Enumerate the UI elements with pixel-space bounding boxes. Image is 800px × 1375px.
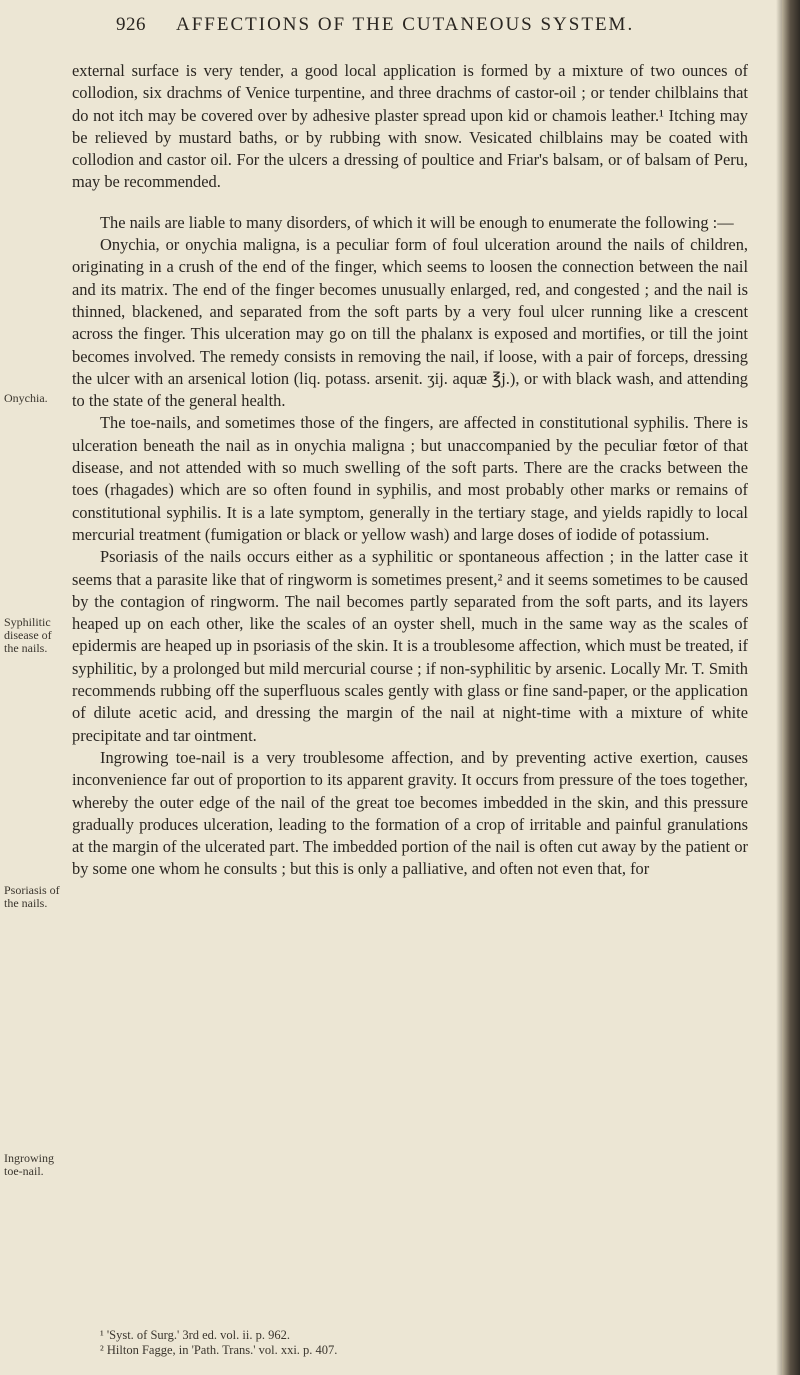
footnotes [100,1328,740,1358]
paragraph-psoriasis: Psoriasis of the nails occurs either as a syphilitic or spontaneous affection ; in the latter case it seems that a parasite like that of ringworm is sometimes present,² and it seems sometimes to be caused by the contagion of ringworm. The nail becomes partly separated from the soft parts, and its layers heaped up on each other, like the scales of an oyster shell, much in the same way as the scales of epidermis are heaped up in psoriasis of the skin. It is a troublesome affection, which must be treated, if syphilitic, by a prolonged but mild mercurial course ; if non-syphilitic by arsenic. Locally Mr. T. Smith recommends rubbing off the superfluous scales gently with glass or fine sand-paper, or the application of dilute acetic acid, and dressing the margin of the nail at night-time with a mixture of white precipitate and tar ointment. [72,547,748,745]
paragraph-syphilitic: The toe-nails, and sometimes those of the fingers, are affected in constitutional syphilis. There is ulceration beneath the nail as in onychia maligna ; but unaccompanied by the peculiar fœtor of that disease, and not attended with so much swelling of the soft parts. There are the cracks between the toes (rhagades) which are so often found in syphilis, and most probably other marks or remains of constitutional syphilis. It is a late symptom, generally in the tertiary stage, and yields rapidly to local mercurial treatment (fumigation or black or yellow wash) and large doses of iodide of potassium. [72,413,748,544]
margin-note-psoriasis: Psoriasis of the nails. [4,883,60,910]
body-text [72,60,748,881]
book-binding-edge [782,0,800,1375]
margin-note-ingrowing: Ingrowing toe-nail. [4,1151,54,1178]
footnote-1: ¹ 'Syst. of Surg.' 3rd ed. vol. ii. p. 962. [100,1328,290,1342]
running-title: AFFECTIONS OF THE CUTANEOUS SYSTEM. [176,14,635,35]
margin-note-syphilitic: Syphilitic disease of the nails. [4,615,52,655]
page-header [0,10,800,38]
paragraph-nails-intro: The nails are liable to many disorders, of which it will be enough to enumerate the following :— [100,212,734,232]
paragraph-onychia: Onychia, or onychia maligna, is a peculiar form of foul ulceration around the nails of children, originating in a crush of the end of the finger, which seems to loosen the connection between the nail and its matrix. The end of the finger becomes unusually enlarged, red, and congested ; and the nail is thinned, blackened, and separated from the soft parts by a very foul ulcer running like a crescent across the finger. This ulceration may go on till the phalanx is exposed and mortifies, or till the joint becomes involved. The remedy consists in removing the nail, if loose, with a pair of forceps, dressing the ulcer with an arsenical lotion (liq. potass. arsenit. ʒij. aquæ ℥j.), or with black wash, and attending to the state of the general health. [72,235,748,411]
paragraph-ingrowing: Ingrowing toe-nail is a very troublesome affection, and by preventing active exertion, causes inconvenience far out of proportion to its apparent gravity. It occurs from pressure of the toes together, whereby the outer edge of the nail of the great toe becomes imbedded in the skin, and this pressure gradually produces ulceration, leading to the formation of a crop of irritable and painful granulations at the margin of the ulcerated part. The imbedded portion of the nail is often cut away by the patient or by some one whom he consults ; but this is only a palliative, and often not even that, for [72,747,748,879]
page-number: 926 [116,14,146,35]
footnote-2: ² Hilton Fagge, in 'Path. Trans.' vol. xxi. p. 407. [100,1343,338,1357]
margin-note-onychia: Onychia. [4,391,48,405]
paragraph-chilblains: external surface is very tender, a good local application is formed by a mixture of two ounces of collodion, six drachms of Venice turpentine, and three drachms of castor-oil ; or tender chilblains that do not itch may be covered over by adhesive plaster spread upon kid or chamois leather.¹ Itching may be relieved by mustard baths, or by rubbing with snow. Vesicated chilblains may be coated with collodion and castor oil. For the ulcers a dressing of poultice and Friar's balsam, or of balsam of Peru, may be recommended. [72,61,748,192]
paragraph-gap [72,194,748,212]
